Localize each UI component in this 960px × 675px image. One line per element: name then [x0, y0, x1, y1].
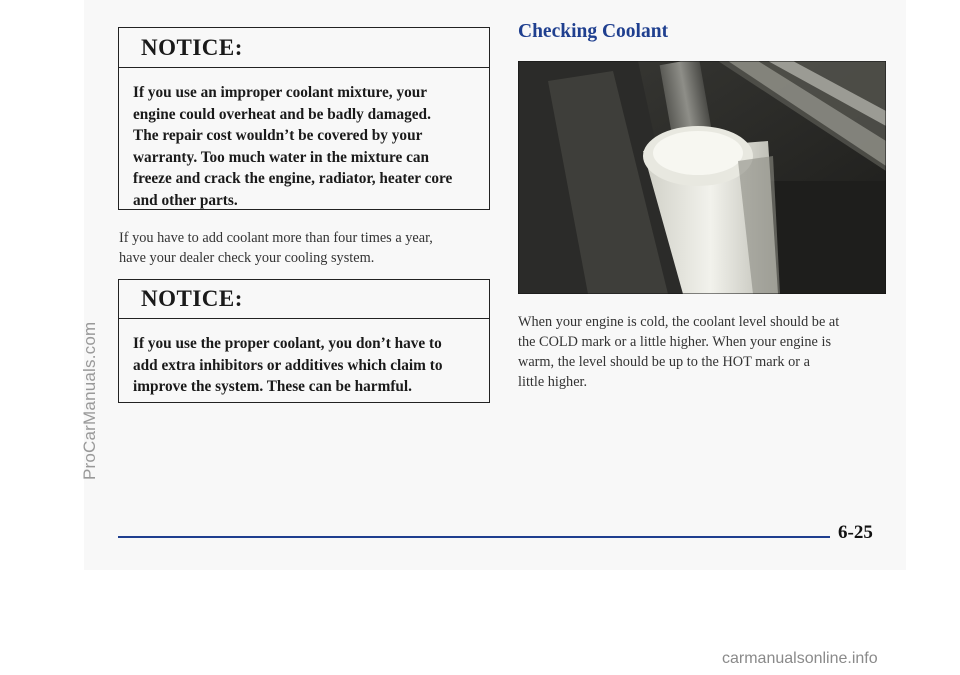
notice-line: engine could overheat and be badly damaged. [133, 105, 431, 123]
notice-box-improper-coolant [118, 27, 490, 210]
notice-line: The repair cost wouldn’t be covered by your [133, 127, 423, 144]
paragraph-coolant-level [518, 312, 863, 392]
paragraph-line: If you have to add coolant more than four times a year, [119, 230, 433, 246]
side-watermark: ProCarManuals.com [80, 321, 99, 480]
notice-line: warranty. Too much water in the mixture can [133, 148, 430, 166]
notice-box-proper-coolant [118, 279, 490, 403]
notice-line: and other parts. [133, 191, 238, 209]
engine-photo-illustration [518, 61, 886, 294]
notice-line: improve the system. These can be harmful. [133, 378, 413, 395]
notice-line: add extra inhibitors or additives which claim to [133, 356, 443, 374]
notice-heading: NOTICE: [119, 280, 489, 319]
coolant-reservoir-photo [518, 61, 886, 294]
bottom-watermark: carmanualsonline.info [722, 650, 878, 667]
section-title: Checking Coolant [518, 21, 669, 42]
paragraph-add-coolant [119, 228, 491, 268]
notice-body [119, 68, 489, 211]
paragraph-line: have your dealer check your cooling system. [119, 250, 375, 266]
notice-heading: NOTICE: [119, 28, 489, 68]
footer-rule [118, 536, 830, 538]
paragraph-line: warm, the level should be up to the HOT mark or a [518, 354, 810, 370]
page-number: 6-25 [838, 522, 873, 543]
notice-body [119, 319, 489, 398]
notice-line: If you use the proper coolant, you don’t have to [133, 335, 442, 352]
notice-line: freeze and crack the engine, radiator, heater core [133, 170, 453, 187]
paragraph-line: the COLD mark or a little higher. When your engine is [518, 334, 832, 350]
paragraph-line: little higher. [518, 374, 588, 390]
notice-line: If you use an improper coolant mixture, your [133, 84, 428, 101]
paragraph-line: When your engine is cold, the coolant level should be at [518, 314, 840, 330]
